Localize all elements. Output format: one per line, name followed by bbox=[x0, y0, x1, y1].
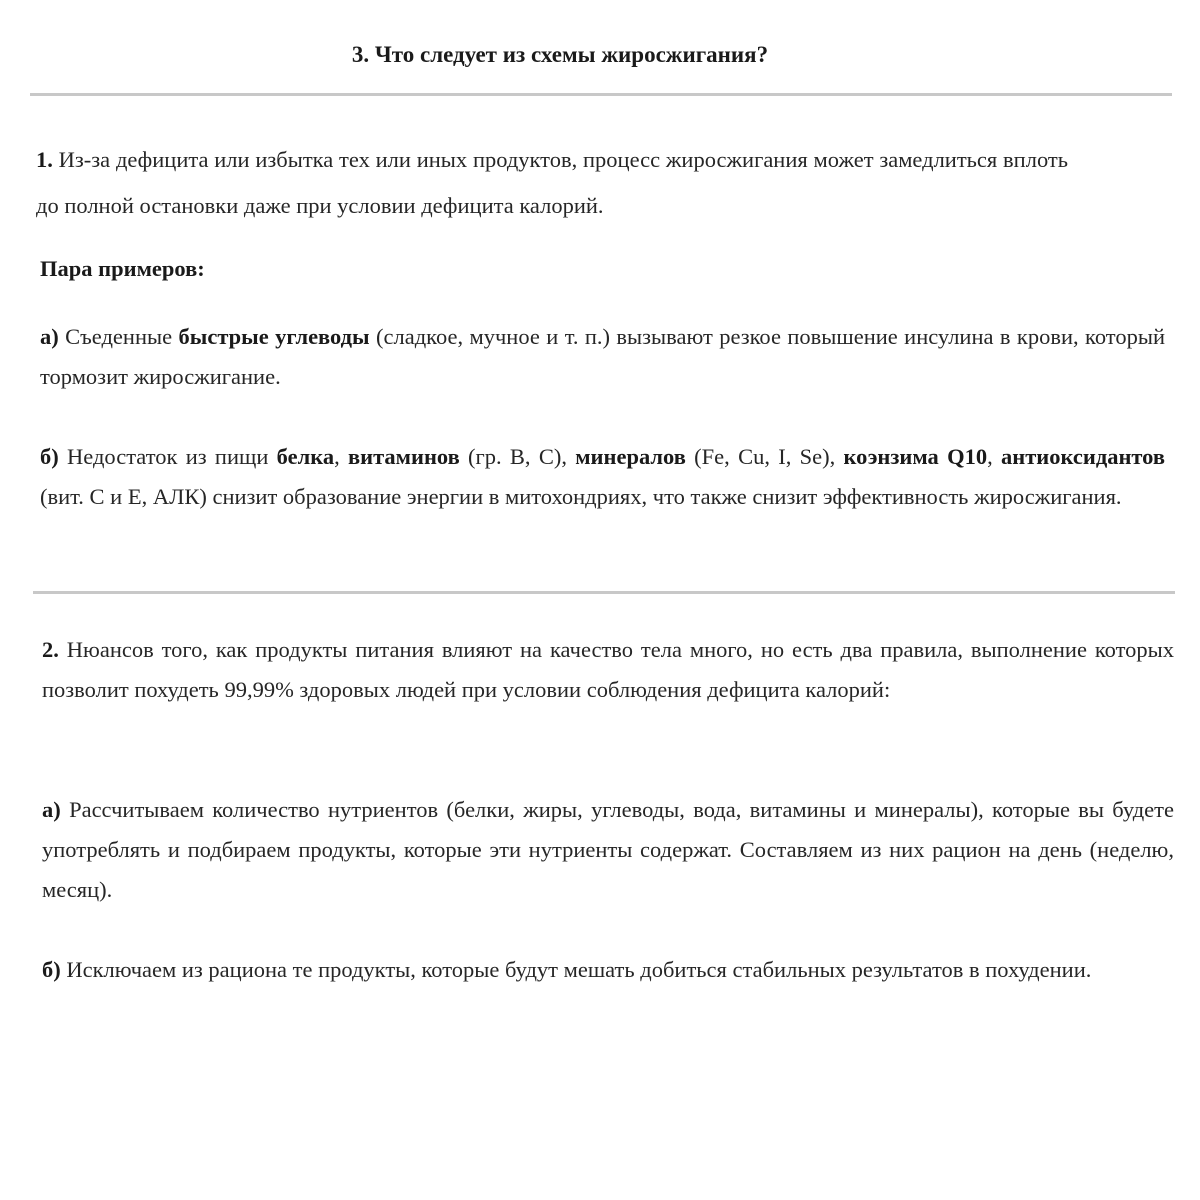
bold-text-run: минералов bbox=[575, 444, 686, 469]
text-run: Исключаем из рациона те продукты, которые будут мешать добиться стабильных результатов в похудении. bbox=[60, 957, 1092, 982]
section-1-intro bbox=[36, 137, 1068, 229]
text-run: Нюансов того, как продукты питания влияют на качество тела много, но есть два правила, выполнение которых позволит похудеть 99,99% здоровых людей при условии соблюдения дефицита калорий: bbox=[42, 637, 1174, 702]
text-run: (вит. C и E, АЛК) снизит образование энергии в митохондриях, что также снизит эффективность жиросжигания. bbox=[40, 484, 1122, 509]
bold-text-run: б) bbox=[42, 957, 61, 982]
bold-text-run: антиоксидантов bbox=[1001, 444, 1166, 469]
bold-text-run: а) bbox=[40, 324, 59, 349]
text-run: Съеденные bbox=[58, 324, 179, 349]
bold-text-run: белка bbox=[276, 444, 335, 469]
text-run: , bbox=[987, 444, 1001, 469]
examples-heading: Пара примеров: bbox=[40, 256, 205, 281]
bold-text-run: 1. bbox=[36, 147, 53, 172]
bold-text-run: а) bbox=[42, 797, 61, 822]
divider-middle bbox=[33, 591, 1175, 594]
divider-top bbox=[30, 93, 1172, 96]
text-run: (сладкое, мучное и т. п.) вызывают резкое повышение инсулина в крови, который тормозит жиросжигание. bbox=[40, 324, 1165, 389]
rule-a bbox=[42, 790, 1174, 910]
bold-text-run: витаминов bbox=[347, 444, 460, 469]
example-b bbox=[40, 437, 1165, 517]
text-run: (Fe, Cu, I, Se), bbox=[685, 444, 844, 469]
bold-text-run: б) bbox=[40, 444, 59, 469]
page-title: 3. Что следует из схемы жиросжигания? bbox=[351, 42, 769, 67]
text-run: (гр. B, C), bbox=[459, 444, 576, 469]
text-run: Недостаток из пищи bbox=[58, 444, 277, 469]
bold-text-run: быстрые углеводы bbox=[178, 324, 370, 349]
text-run: , bbox=[334, 444, 348, 469]
bold-text-run: 2. bbox=[42, 637, 59, 662]
rule-b bbox=[42, 950, 1174, 990]
section-2-intro bbox=[42, 630, 1174, 710]
text-run: Из-за дефицита или избытка тех или иных продуктов, процесс жиросжигания может замедлиться вплоть до полной остановки даже при условии дефицита калорий. bbox=[36, 147, 1068, 218]
bold-text-run: коэнзима Q10 bbox=[843, 444, 988, 469]
example-a bbox=[40, 317, 1165, 397]
text-run: Рассчитываем количество нутриентов (белки, жиры, углеводы, вода, витамины и минералы), которые вы будете употреблять и подбираем продукты, которые эти нутриенты содержат. Составляем из них рацион на день (неделю, месяц). bbox=[42, 797, 1174, 902]
